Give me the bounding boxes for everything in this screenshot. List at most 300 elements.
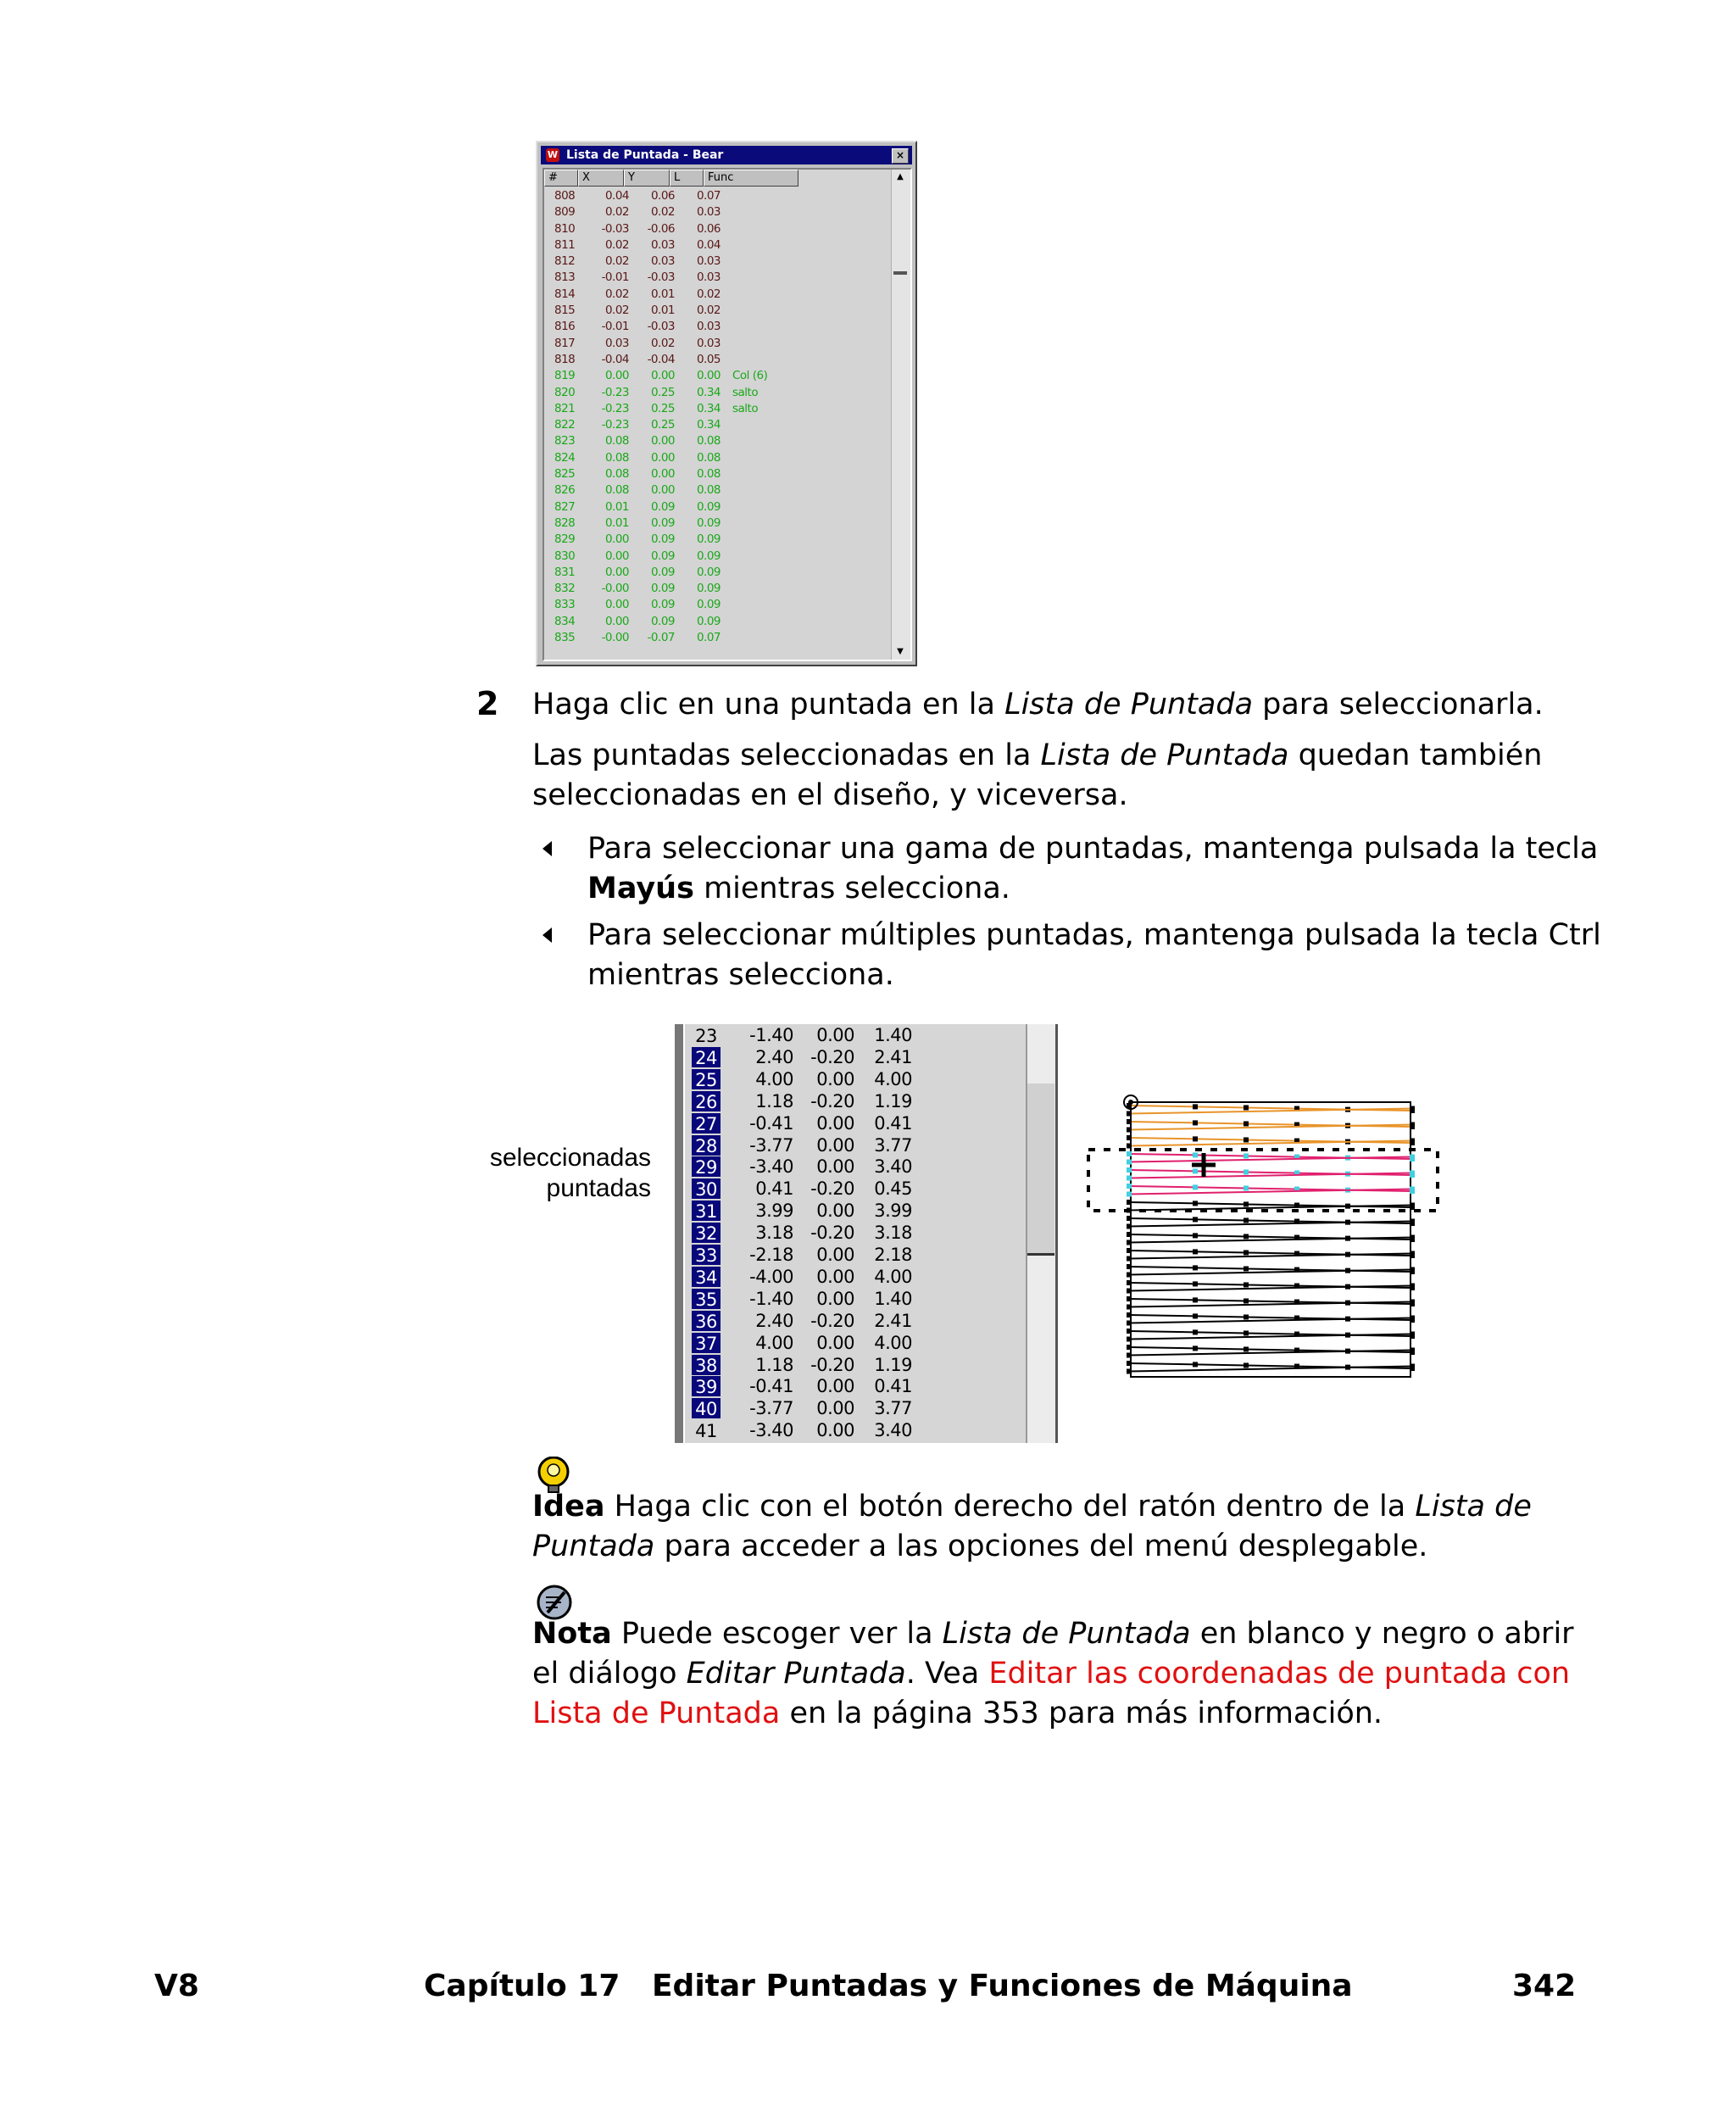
stitch-row[interactable] [548, 450, 887, 466]
stitch-cell-n: 814 [554, 287, 576, 301]
stitch-cell-l: 0.03 [696, 270, 721, 285]
stitch-row[interactable] [548, 417, 887, 433]
para-text-italic: Lista de Puntada [1040, 738, 1289, 772]
stitch-point [1193, 1281, 1198, 1286]
stitch-cell-n: 829 [554, 532, 576, 547]
column-header-x[interactable]: X [578, 170, 624, 187]
stitch-cell-l: 0.02 [696, 304, 721, 318]
stitch-value-l: 2.41 [874, 1046, 912, 1067]
bullet-text: mientras selecciona. [587, 958, 894, 992]
step-number: 2 [476, 685, 499, 722]
stitch-cell-n: 810 [554, 221, 576, 236]
stitch-number: 23 [695, 1026, 717, 1046]
stitch-number: 33 [692, 1245, 721, 1265]
stitch-row[interactable] [548, 221, 887, 237]
nota-label: Nota [532, 1617, 612, 1651]
idea-text: para acceder a las opciones del menú desplegable. [654, 1529, 1428, 1563]
cross-reference-link[interactable]: Editar las coordenadas de puntada con [988, 1657, 1571, 1691]
stitch-point [1127, 1321, 1132, 1326]
stitch-cell-n: 819 [554, 369, 576, 383]
stitch-number: 31 [692, 1201, 721, 1221]
stitch-value-l: 3.99 [874, 1201, 912, 1222]
stitch-row[interactable] [685, 1024, 1041, 1046]
stitch-cell-l: 0.03 [696, 320, 721, 334]
selected-stitch-row[interactable] [685, 1112, 1041, 1134]
stitch-cell-y: 0.03 [650, 254, 675, 269]
stitch-cell-x: 0.02 [604, 304, 629, 318]
para-text: Las puntadas seleccionadas en la [532, 738, 1041, 772]
stitch-number: 28 [692, 1135, 721, 1156]
stitch-value-x: -0.41 [749, 1376, 793, 1397]
stitch-number: 40 [692, 1398, 721, 1418]
stitch-point [1193, 1120, 1198, 1125]
stitch-cell-x: 0.00 [604, 565, 629, 579]
selected-stitch-row[interactable] [685, 1288, 1041, 1310]
stitch-row[interactable] [548, 614, 887, 630]
stitch-value-l: 3.77 [874, 1398, 912, 1419]
stitch-value-l: 4.00 [874, 1332, 912, 1353]
stitch-cell-f [721, 532, 834, 548]
scroll-down-arrow-icon[interactable]: ▼ [897, 647, 904, 656]
idea-text: Haga clic con el botón derecho del ratón dentro de la [604, 1490, 1416, 1524]
stitch-value-x: 4.00 [755, 1332, 793, 1353]
stitch-cell-l: 0.07 [696, 631, 721, 645]
stitch-point [1244, 1298, 1249, 1303]
stitch-cell-y: 0.01 [650, 304, 675, 318]
stitch-cell-n: 826 [554, 483, 576, 498]
stitch-point [1244, 1266, 1249, 1271]
stitch-row[interactable] [548, 385, 887, 401]
stitch-cell-x: 0.02 [604, 287, 629, 301]
stitch-cell-n: 816 [554, 320, 576, 334]
stitch-row[interactable] [548, 352, 887, 368]
stitch-point [1410, 1235, 1415, 1240]
stitch-number: 37 [692, 1333, 721, 1353]
stitch-point [1410, 1123, 1415, 1128]
scroll-up-arrow-icon[interactable]: ▲ [897, 172, 904, 181]
stitch-point [1193, 1297, 1198, 1302]
stitch-cell-l: 0.00 [696, 369, 721, 383]
stitch-value-l: 2.18 [874, 1245, 912, 1265]
stitch-point [1410, 1364, 1415, 1369]
stitch-row[interactable] [548, 303, 887, 319]
figure-caption [475, 1143, 651, 1204]
bullet-arrow-icon [542, 841, 552, 856]
stitch-cell-l: 0.09 [696, 532, 721, 547]
stitch-cell-y: 0.09 [650, 515, 675, 530]
stitch-point [1193, 1249, 1198, 1254]
stitch-cell-x: -0.03 [601, 221, 629, 236]
idea-text-italic: Puntada [532, 1529, 655, 1563]
stitch-point [1193, 1345, 1198, 1351]
stitch-value-y: 0.00 [816, 1201, 854, 1222]
step-text: Haga clic en una puntada en la [532, 688, 1005, 721]
column-header-func[interactable]: Func [704, 170, 798, 187]
stitch-cell-f [721, 417, 834, 433]
stitch-cell-y: 0.03 [650, 237, 675, 252]
stitch-cell-n: 811 [554, 237, 576, 252]
stitch-cell-x: 0.00 [604, 369, 629, 383]
stitch-cell-f [721, 270, 834, 286]
stitch-point [1244, 1153, 1249, 1158]
stitch-cell-l: 0.09 [696, 549, 721, 563]
stitch-point [1410, 1267, 1415, 1273]
stitch-row[interactable] [548, 253, 887, 270]
stitch-cell-n: 830 [554, 549, 576, 563]
stitch-cell-l: 0.34 [696, 418, 721, 432]
stitch-cell-l: 0.08 [696, 467, 721, 482]
selected-stitch-row[interactable] [685, 1222, 1041, 1244]
nota-text: en la página 353 para más información. [780, 1696, 1383, 1730]
stitch-value-x: -3.40 [749, 1420, 793, 1441]
stitch-cell-n: 822 [554, 418, 576, 432]
stitch-point [1127, 1353, 1132, 1358]
stitch-point [1410, 1187, 1415, 1192]
stitch-cell-y: 0.09 [650, 598, 675, 612]
stitch-row[interactable] [548, 532, 887, 548]
stitch-cell-l: 0.08 [696, 483, 721, 498]
bullet-text: Para seleccionar una gama de puntadas, mantenga pulsada la tecla [587, 832, 1599, 866]
stitch-cell-l: 0.09 [696, 515, 721, 530]
stitch-cell-n: 825 [554, 467, 576, 482]
stitch-value-x: 1.18 [755, 1354, 793, 1375]
stitch-cell-x: 0.02 [604, 254, 629, 269]
stitch-point [1127, 1345, 1132, 1350]
stitch-row[interactable] [548, 499, 887, 515]
list-scrollbar[interactable] [1026, 1024, 1058, 1443]
stitch-cell-l: 0.06 [696, 221, 721, 236]
stitch-cell-y: 0.02 [650, 336, 675, 350]
stitch-row[interactable] [548, 549, 887, 565]
stitch-point [1244, 1105, 1249, 1110]
stitch-value-y: 0.00 [816, 1025, 854, 1045]
stitch-row[interactable] [548, 204, 887, 220]
stitch-cell-y: 0.09 [650, 582, 675, 596]
selected-stitch-row[interactable] [685, 1200, 1041, 1222]
stitch-number: 30 [692, 1178, 721, 1199]
stitch-point [1193, 1104, 1198, 1109]
stitch-cell-l: 0.05 [696, 352, 721, 366]
stitch-cell-x: 0.08 [604, 483, 629, 498]
stitch-cell-y: 0.00 [650, 467, 675, 482]
stitch-cell-y: 0.00 [650, 483, 675, 498]
stitch-cell-f [721, 204, 834, 220]
stitch-cell-y: 0.25 [650, 418, 675, 432]
stitch-cell-x: 0.02 [604, 237, 629, 252]
selected-stitch-row[interactable] [685, 1266, 1041, 1288]
stitch-point [1410, 1300, 1415, 1305]
stitch-point [1127, 1369, 1132, 1374]
stitch-point [1127, 1200, 1132, 1205]
stitch-point [1410, 1284, 1415, 1289]
stitch-value-l: 3.40 [874, 1156, 912, 1178]
stitch-cell-x: -0.04 [601, 352, 629, 366]
stitch-point [1127, 1216, 1132, 1221]
stitch-row[interactable] [548, 466, 887, 482]
stitch-list-window [536, 141, 917, 666]
stitch-row[interactable] [548, 368, 887, 384]
selected-stitch-row[interactable] [685, 1178, 1041, 1200]
selected-stitch-row[interactable] [685, 1134, 1041, 1156]
window-title: Lista de Puntada - Bear [566, 148, 724, 162]
stitch-cell-l: 0.09 [696, 565, 721, 579]
stitch-cell-n: 835 [554, 631, 576, 645]
stitch-value-l: 1.40 [874, 1288, 912, 1309]
stitch-point [1244, 1346, 1249, 1351]
bullet-item [587, 829, 1605, 909]
stitch-row[interactable] [548, 270, 887, 286]
cross-reference-link[interactable]: Lista de Puntada [532, 1696, 781, 1730]
stitch-number: 27 [692, 1113, 721, 1134]
stitch-row[interactable] [548, 597, 887, 613]
stitch-cell-n: 834 [554, 614, 576, 628]
stitch-value-l: 3.40 [874, 1420, 912, 1441]
stitch-row[interactable] [548, 319, 887, 335]
stitch-cell-l: 0.08 [696, 450, 721, 465]
stitch-point [1193, 1217, 1198, 1222]
stitch-cell-l: 0.03 [696, 205, 721, 220]
stitch-cell-l: 0.09 [696, 582, 721, 596]
stitch-cell-x: -0.00 [601, 631, 629, 645]
stitch-cell-n: 808 [554, 189, 576, 203]
stitch-point [1193, 1329, 1198, 1334]
step-paragraph [532, 736, 1592, 816]
stitch-cell-f [721, 630, 834, 646]
stitch-cell-n: 823 [554, 434, 576, 448]
stitch-point [1410, 1171, 1415, 1176]
stitch-point [1244, 1330, 1249, 1335]
stitch-point [1127, 1264, 1132, 1269]
stitch-cell-y: 0.09 [650, 614, 675, 628]
stitch-row[interactable] [548, 237, 887, 253]
stitch-number: 25 [692, 1069, 721, 1089]
stitch-cell-f [721, 581, 834, 597]
app-logo-icon: W [547, 149, 559, 160]
stitch-cell-n: 832 [554, 582, 576, 596]
stitch-cell-l: 0.09 [696, 614, 721, 628]
stitch-value-y: -0.20 [810, 1310, 854, 1331]
stitch-cell-n: 817 [554, 336, 576, 350]
stitch-cell-x: 0.02 [604, 205, 629, 220]
stitch-point [1127, 1240, 1132, 1245]
stitch-cell-l: 0.08 [696, 434, 721, 448]
stitch-point [1127, 1232, 1132, 1237]
stitch-cell-y: 0.00 [650, 434, 675, 448]
scroll-thumb[interactable] [893, 271, 907, 275]
stitch-point [1410, 1332, 1415, 1337]
stitch-value-y: 0.00 [816, 1245, 854, 1265]
stitch-row[interactable] [548, 515, 887, 532]
stitch-cell-y: -0.04 [647, 352, 675, 366]
stitch-point [1244, 1234, 1249, 1239]
selected-stitch-row[interactable] [685, 1156, 1041, 1178]
selected-stitch-row[interactable] [685, 1332, 1041, 1354]
stitch-cell-n: 809 [554, 205, 576, 220]
stitch-point [1127, 1167, 1132, 1173]
stitch-cell-y: 0.25 [650, 401, 675, 415]
stitch-row[interactable] [548, 433, 887, 449]
stitch-point [1244, 1121, 1249, 1126]
stitch-value-y: 0.00 [816, 1156, 854, 1178]
stitch-point [1193, 1233, 1198, 1238]
nota-text: Puede escoger ver la [611, 1617, 943, 1651]
stitch-row[interactable] [548, 401, 887, 417]
idea-label: Idea [532, 1490, 605, 1524]
stitch-row[interactable] [685, 1419, 1041, 1441]
stitch-cell-x: 0.01 [604, 515, 629, 530]
stitch-point [1127, 1184, 1132, 1189]
stitch-cell-f [721, 287, 834, 303]
stitch-point [1193, 1265, 1198, 1270]
bullet-text: mientras selecciona. [693, 872, 1010, 905]
column-header-y[interactable]: Y [624, 170, 670, 187]
stitch-point [1127, 1192, 1132, 1197]
stitch-value-l: 2.41 [874, 1310, 912, 1331]
stitch-row[interactable] [548, 630, 887, 646]
selected-stitch-row[interactable] [685, 1068, 1041, 1090]
stitch-cell-f [721, 565, 834, 581]
window-titlebar [541, 146, 912, 164]
column-header-number[interactable]: # [544, 170, 578, 187]
stitch-row[interactable] [548, 188, 887, 204]
stitch-cell-y: 0.00 [650, 450, 675, 465]
stitch-cell-l: 0.04 [696, 237, 721, 252]
stitch-cell-n: 827 [554, 499, 576, 514]
stitch-point [1410, 1316, 1415, 1321]
bullet-text: Para seleccionar múltiples puntadas, mantenga pulsada la tecla Ctrl [587, 918, 1601, 952]
stitch-point [1410, 1251, 1415, 1256]
stitch-cell-l: 0.07 [696, 189, 721, 203]
stitch-point [1244, 1169, 1249, 1174]
stitch-row[interactable] [548, 565, 887, 581]
stitch-point [1127, 1135, 1132, 1140]
para-text: seleccionadas en el diseño, y viceversa. [532, 778, 1128, 812]
scroll-thumb[interactable] [1027, 1084, 1054, 1256]
stitch-cell-l: 0.03 [696, 254, 721, 269]
stitch-row[interactable] [548, 287, 887, 303]
selected-stitch-list [675, 1024, 1058, 1443]
stitch-number: 38 [692, 1355, 721, 1375]
stitch-point [1127, 1128, 1132, 1133]
stitch-value-y: 0.00 [816, 1288, 854, 1309]
stitch-cell-n: 833 [554, 598, 576, 612]
stitch-cell-x: -0.23 [601, 418, 629, 432]
stitch-point [1244, 1137, 1249, 1142]
stitch-point [1193, 1136, 1198, 1141]
stitch-number: 24 [692, 1047, 721, 1067]
selected-stitch-row[interactable] [685, 1090, 1041, 1112]
selected-stitch-row[interactable] [685, 1046, 1041, 1068]
stitch-number: 34 [692, 1267, 721, 1287]
stitch-point [1127, 1144, 1132, 1149]
stitch-value-l: 3.18 [874, 1223, 912, 1244]
stitch-value-x: -1.40 [749, 1025, 793, 1045]
stitch-cell-x: -0.01 [601, 270, 629, 285]
stitch-value-y: 0.00 [816, 1266, 854, 1287]
selected-stitch-row[interactable] [685, 1310, 1041, 1332]
footer-page-number: 342 [1512, 1969, 1577, 2003]
stitch-cell-l: 0.02 [696, 287, 721, 301]
stitch-value-y: 0.00 [816, 1376, 854, 1397]
stitch-cell-f [721, 549, 834, 565]
stitch-point [1244, 1201, 1249, 1206]
nota-text-italic: Editar Puntada [686, 1657, 906, 1691]
stitch-cell-l: 0.03 [696, 336, 721, 350]
stitch-cell-n: 812 [554, 254, 576, 269]
column-header-l[interactable]: L [670, 170, 704, 187]
selected-stitch-row[interactable] [685, 1244, 1041, 1266]
para-text: quedan también [1288, 738, 1543, 772]
stitch-cell-x: 0.01 [604, 499, 629, 514]
stitch-row[interactable] [548, 581, 887, 597]
bullet-arrow-icon [542, 928, 552, 943]
stitch-cell-f [721, 482, 834, 499]
stitch-cell-f [721, 614, 834, 630]
stitch-cell-x: -0.23 [601, 401, 629, 415]
stitch-cell-f: salto [732, 401, 759, 415]
stitch-value-y: -0.20 [810, 1223, 854, 1244]
stitch-point [1127, 1160, 1132, 1165]
selected-stitch-row[interactable] [685, 1354, 1041, 1376]
caption-line: seleccionadas [489, 1144, 651, 1172]
stitch-cell-x: 0.08 [604, 434, 629, 448]
stitch-cell-x: 0.00 [604, 549, 629, 563]
stitch-point [1127, 1329, 1132, 1334]
stitch-value-l: 0.41 [874, 1376, 912, 1397]
footer-version: V8 [154, 1969, 199, 2003]
idea-note [532, 1487, 1592, 1567]
selected-stitch-row[interactable] [685, 1375, 1041, 1397]
stitch-cell-f [721, 515, 834, 532]
stitch-row[interactable] [548, 336, 887, 352]
stitch-point [1127, 1224, 1132, 1229]
stitch-cell-f: Col (6) [732, 369, 768, 383]
stitch-value-y: 0.00 [816, 1134, 854, 1156]
stitch-cell-x: -0.00 [601, 582, 629, 596]
stitch-cell-y: 0.02 [650, 205, 675, 220]
vertical-scrollbar[interactable] [891, 170, 910, 660]
nota-text-italic: Lista de Puntada [942, 1617, 1191, 1651]
close-button[interactable]: × [892, 148, 909, 164]
nota-note [532, 1614, 1600, 1734]
stitch-number: 32 [692, 1223, 721, 1243]
selected-stitch-row[interactable] [685, 1397, 1041, 1419]
stitch-point [1410, 1139, 1415, 1144]
stitch-cell-f [721, 253, 834, 270]
stitch-number: 36 [692, 1311, 721, 1331]
stitch-point [1244, 1362, 1249, 1368]
stitch-value-l: 3.77 [874, 1134, 912, 1156]
stitch-value-x: -3.77 [749, 1398, 793, 1419]
stitch-point [1410, 1348, 1415, 1353]
stitch-cell-f [721, 466, 834, 482]
stitch-row[interactable] [548, 482, 887, 499]
stitch-cell-y: 0.06 [650, 189, 675, 203]
stitch-point [1127, 1337, 1132, 1342]
stitch-cell-x: 0.00 [604, 614, 629, 628]
stitch-value-l: 4.00 [874, 1266, 912, 1287]
nota-text: el diálogo [532, 1657, 687, 1691]
stitch-point [1244, 1250, 1249, 1255]
stitch-cell-n: 818 [554, 352, 576, 366]
stitch-cell-x: -0.23 [601, 385, 629, 399]
step-text: para seleccionarla. [1253, 688, 1544, 721]
stitch-number: 39 [692, 1376, 721, 1396]
stitch-cell-f: salto [732, 385, 759, 399]
step-text-italic: Lista de Puntada [1004, 688, 1254, 721]
stitch-cell-y: -0.03 [647, 320, 675, 334]
stitch-value-x: 3.99 [755, 1201, 793, 1222]
